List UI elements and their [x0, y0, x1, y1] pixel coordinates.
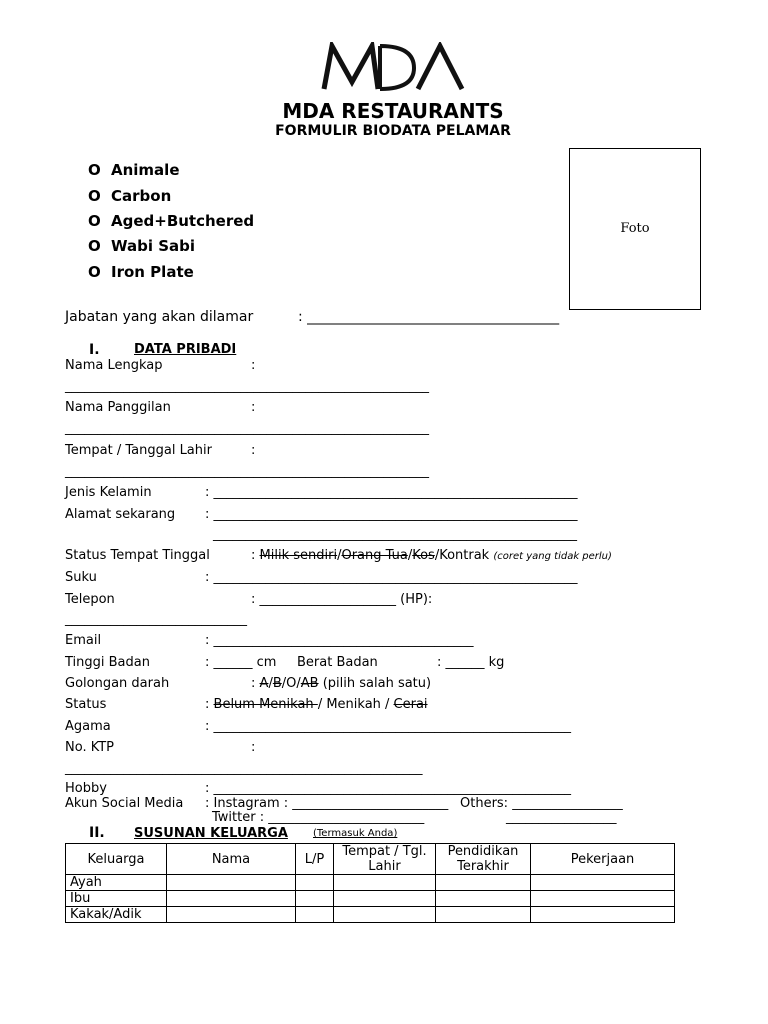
others-field-line2[interactable]: _________________ [506, 810, 617, 825]
alamat-field[interactable]: : ________________________________________________________ [205, 507, 578, 522]
table-cell[interactable] [531, 907, 675, 923]
table-row [66, 875, 675, 891]
separator: / [337, 548, 342, 563]
option-o: O [286, 676, 297, 691]
table-cell[interactable] [436, 875, 531, 891]
col-lp: L/P [296, 844, 334, 875]
nama-lengkap-label: Nama Lengkap [65, 358, 163, 373]
jabatan-label: Jabatan yang akan dilamar [65, 309, 254, 325]
status-options[interactable] [205, 697, 428, 712]
jenis-kelamin-label: Jenis Kelamin [65, 485, 152, 500]
separator: / [407, 548, 413, 563]
row-label-kakak-adik: Kakak/Adik [66, 907, 167, 923]
table-cell[interactable] [167, 891, 296, 907]
section2-note: (Termasuk Anda) [313, 828, 398, 839]
jenis-kelamin-field[interactable]: : ________________________________________________________ [205, 485, 578, 500]
col-keluarga: Keluarga [66, 844, 167, 875]
option-mark[interactable]: O [88, 187, 101, 205]
option-milik-sendiri: Milik sendiri [259, 548, 338, 563]
option-animale: Animale [111, 161, 180, 179]
ttl-label: Tempat / Tanggal Lahir [65, 443, 212, 458]
row-label-ayah: Ayah [66, 875, 167, 891]
twitter-field[interactable]: Twitter : ________________________ [212, 810, 425, 825]
option-orang-tua: Orang Tua [341, 548, 408, 563]
nama-lengkap-colon: : [251, 358, 256, 373]
col-ttl: Tempat / Tgl. Lahir [334, 844, 436, 875]
row-label-ibu: Ibu [66, 891, 167, 907]
agama-label: Agama [65, 719, 111, 734]
option-carbon: Carbon [111, 187, 172, 205]
ttl-field[interactable]: ________________________________________________________ [65, 464, 429, 479]
nama-panggilan-label: Nama Panggilan [65, 400, 171, 415]
ktp-field[interactable]: _______________________________________________________ [65, 761, 423, 776]
option-kontrak: Kontrak [439, 548, 490, 563]
table-row [66, 891, 675, 907]
col-nama: Nama [167, 844, 296, 875]
status-tinggal-colon: : [251, 548, 256, 563]
tinggi-label: Tinggi Badan [65, 655, 150, 670]
option-cerai: Cerai [393, 697, 428, 712]
photo-box[interactable] [569, 148, 701, 310]
ktp-label: No. KTP [65, 740, 115, 755]
ttl-colon: : [251, 443, 256, 458]
agama-field[interactable]: : _______________________________________________________ [205, 719, 572, 734]
suku-label: Suku [65, 570, 97, 585]
table-cell[interactable] [531, 875, 675, 891]
option-mark[interactable]: O [88, 237, 101, 255]
nama-panggilan-field[interactable]: ________________________________________________________ [65, 421, 429, 436]
email-field[interactable]: : ________________________________________ [205, 633, 474, 648]
section1-title: DATA PRIBADI [134, 342, 237, 357]
option-mark[interactable]: O [88, 263, 101, 281]
option-b: B [272, 676, 282, 691]
hobby-label: Hobby [65, 781, 107, 796]
table-cell[interactable] [334, 891, 436, 907]
golongan-note: (pilih salah satu) [322, 676, 432, 691]
berat-label: Berat Badan [297, 655, 378, 670]
option-iron-plate: Iron Plate [111, 263, 194, 281]
separator: / [296, 676, 301, 691]
separator: / [434, 548, 440, 563]
table-cell[interactable] [436, 907, 531, 923]
berat-field[interactable]: : ______ kg [437, 655, 505, 670]
nama-lengkap-field[interactable]: ________________________________________________________ [65, 379, 429, 394]
option-mark[interactable]: O [88, 212, 101, 230]
section2-number: II. [89, 825, 105, 841]
ktp-colon: : [251, 740, 256, 755]
option-aged-butchered: Aged+Butchered [111, 212, 255, 230]
option-mark[interactable]: O [88, 161, 101, 179]
status-label: Status [65, 697, 107, 712]
telepon-field[interactable]: : _____________________ (HP): [251, 592, 433, 607]
section1-number: I. [89, 342, 100, 358]
golongan-options[interactable] [251, 676, 431, 691]
table-header-row [66, 844, 675, 875]
option-belum-menikah: Belum Menikah [213, 697, 318, 712]
tinggi-field[interactable]: : ______ cm [205, 655, 277, 670]
col-pendidikan: Pendidikan Terakhir [436, 844, 531, 875]
table-cell[interactable] [334, 907, 436, 923]
golongan-label: Golongan darah [65, 676, 170, 691]
table-cell[interactable] [334, 875, 436, 891]
section2-title: SUSUNAN KELUARGA [134, 826, 288, 841]
golongan-colon: : [251, 676, 256, 691]
table-cell[interactable] [296, 891, 334, 907]
instagram-field[interactable]: : Instagram : ________________________ [205, 796, 449, 811]
email-label: Email [65, 633, 102, 648]
col-pekerjaan: Pekerjaan [531, 844, 675, 875]
form-subtitle: FORMULIR BIODATA PELAMAR [275, 123, 511, 139]
suku-field[interactable]: : ________________________________________________________ [205, 570, 578, 585]
family-table [65, 843, 675, 923]
table-row [66, 907, 675, 923]
option-menikah: / Menikah / [317, 697, 394, 712]
separator: / [268, 676, 273, 691]
nama-panggilan-colon: : [251, 400, 256, 415]
table-cell[interactable] [436, 891, 531, 907]
status-colon: : [205, 697, 210, 712]
mda-logo [318, 42, 468, 92]
status-tinggal-options[interactable] [251, 548, 612, 563]
status-tinggal-label: Status Tempat Tinggal [65, 548, 210, 563]
sosmed-label: Akun Social Media [65, 796, 184, 811]
option-ab: AB [300, 676, 319, 691]
alamat-field-line2[interactable]: ________________________________________________________ [213, 527, 577, 542]
table-cell[interactable] [531, 891, 675, 907]
jabatan-field[interactable]: : ____________________________________ [298, 309, 560, 325]
option-a: A [259, 676, 269, 691]
hobby-field[interactable]: : _______________________________________________________ [205, 781, 572, 796]
alamat-label: Alamat sekarang [65, 507, 176, 522]
table-cell[interactable] [296, 875, 334, 891]
photo-label: Foto [620, 221, 650, 236]
table-cell[interactable] [296, 907, 334, 923]
telepon-label: Telepon [65, 592, 115, 607]
separator: / [281, 676, 287, 691]
option-kos: Kos [412, 548, 435, 563]
status-tinggal-note: (coret yang tidak perlu) [493, 551, 612, 562]
table-cell[interactable] [167, 907, 296, 923]
option-wabi-sabi: Wabi Sabi [111, 237, 196, 255]
others-field[interactable]: Others: _________________ [460, 796, 623, 811]
form-title: MDA RESTAURANTS [282, 99, 504, 123]
hp-field[interactable]: ____________________________ [65, 612, 247, 627]
table-cell[interactable] [167, 875, 296, 891]
